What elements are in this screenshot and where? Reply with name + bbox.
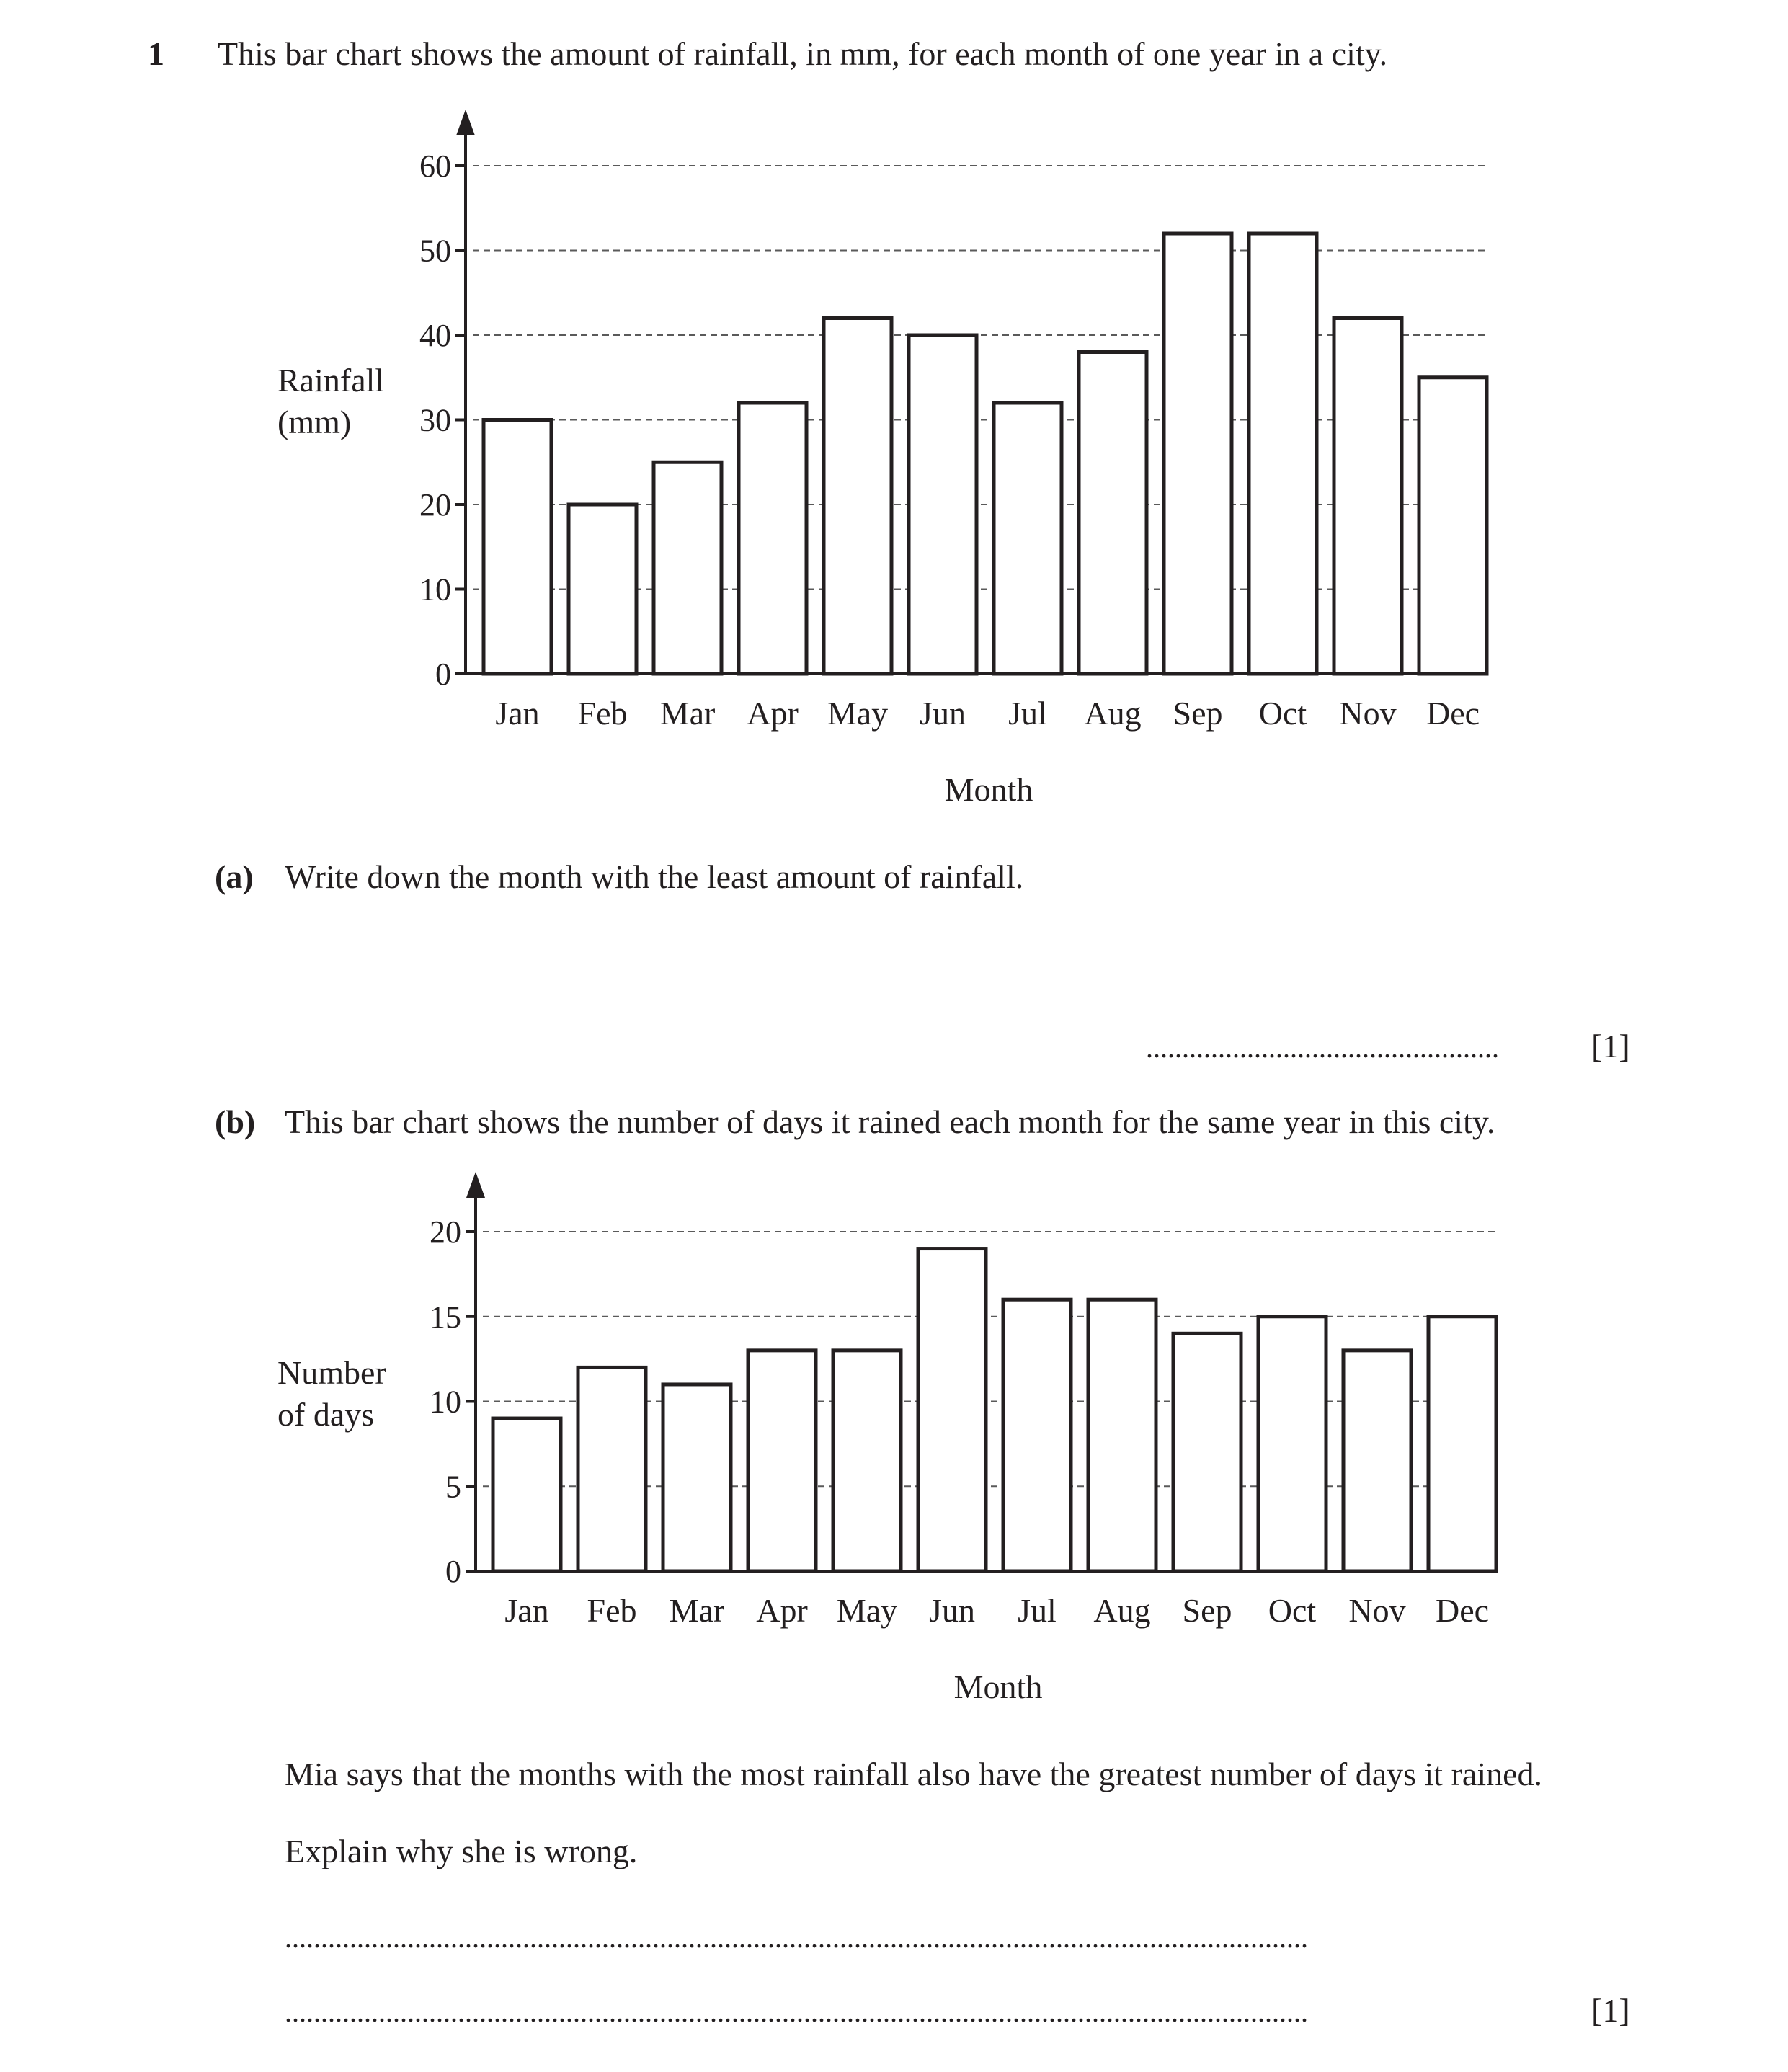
part-b-text: This bar chart shows the number of days it rained each month for the same year in this city.: [285, 1103, 1495, 1140]
part-a-answer-line[interactable]: .................................................: [1146, 1031, 1499, 1064]
x-tick-label: Jan: [504, 1592, 549, 1629]
x-tick-label: Oct: [1268, 1592, 1317, 1629]
x-tick-label: Feb: [577, 695, 628, 732]
part-b-label: (b): [215, 1103, 256, 1140]
part-b-answer-line-1[interactable]: ..............................................................................................................................................: [285, 1921, 1308, 1954]
x-tick-label: May: [836, 1592, 898, 1629]
x-tick-label: Dec: [1435, 1592, 1490, 1629]
part-b-marks: [1]: [1591, 1992, 1630, 2029]
bar-aug: [1079, 352, 1147, 675]
x-tick-label: Aug: [1093, 1592, 1151, 1629]
bar-feb: [569, 504, 636, 674]
part-b-answer-line-2[interactable]: ..............................................................................................................................................: [285, 1996, 1308, 2028]
bar-jun: [909, 335, 977, 674]
y-tick-label: 50: [419, 233, 451, 269]
rainfall-chart: [0, 94, 1788, 829]
bar-apr: [748, 1351, 816, 1571]
x-tick-label: Nov: [1348, 1592, 1406, 1629]
x-tick-label: Apr: [747, 695, 799, 732]
bar-jan: [493, 1418, 561, 1571]
x-tick-label: Apr: [756, 1592, 808, 1629]
y-tick-label: 40: [419, 318, 451, 353]
y-tick-label: 15: [430, 1299, 461, 1335]
x-tick-label: Feb: [587, 1592, 637, 1629]
y-axis-title: Rainfall: [277, 362, 385, 399]
bar-jul: [994, 403, 1062, 674]
x-tick-label: Aug: [1084, 695, 1142, 732]
bar-mar: [654, 462, 721, 674]
y-tick-label: 60: [419, 148, 451, 184]
y-tick-label: 10: [419, 572, 451, 608]
bar-dec: [1428, 1317, 1496, 1571]
x-tick-label: Jan: [495, 695, 540, 732]
mia-statement: Mia says that the months with the most rainfall also have the greatest number of days it rained.: [285, 1756, 1543, 1792]
y-tick-label: 5: [445, 1469, 461, 1505]
y-axis-title: (mm): [277, 404, 352, 440]
y-axis-arrow-icon: [456, 110, 475, 135]
part-a-label: (a): [215, 858, 254, 895]
x-tick-label: May: [827, 695, 889, 732]
bar-apr: [739, 403, 806, 674]
bar-oct: [1249, 234, 1317, 674]
y-axis-title: of days: [277, 1396, 375, 1433]
bar-sep: [1173, 1333, 1241, 1571]
y-tick-label: 0: [435, 657, 451, 692]
bar-oct: [1258, 1317, 1326, 1571]
bar-jun: [918, 1249, 986, 1571]
x-tick-label: Jun: [920, 695, 966, 732]
x-tick-label: Jul: [1008, 695, 1047, 732]
x-tick-label: Mar: [669, 1592, 725, 1629]
x-axis-title: Month: [953, 1668, 1043, 1705]
part-a-marks: [1]: [1591, 1028, 1630, 1064]
x-tick-label: Nov: [1339, 695, 1397, 732]
bar-may: [833, 1351, 901, 1571]
x-tick-label: Sep: [1182, 1592, 1232, 1629]
bar-feb: [578, 1367, 646, 1571]
bar-jul: [1003, 1299, 1071, 1571]
y-tick-label: 10: [430, 1384, 461, 1420]
rain-days-chart: [0, 1153, 1788, 1722]
bar-dec: [1419, 378, 1487, 674]
part-a-text: Write down the month with the least amount of rainfall.: [285, 858, 1024, 895]
bar-sep: [1164, 234, 1232, 674]
x-tick-label: Sep: [1173, 695, 1223, 732]
x-tick-label: Dec: [1425, 695, 1480, 732]
y-axis-title: Number: [277, 1354, 386, 1391]
question-number: 1: [148, 35, 164, 72]
x-tick-label: Oct: [1258, 695, 1307, 732]
x-tick-label: Jun: [929, 1592, 975, 1629]
y-tick-label: 20: [430, 1214, 461, 1250]
y-tick-label: 30: [419, 402, 451, 438]
bar-aug: [1088, 1299, 1156, 1571]
y-tick-label: 20: [419, 487, 451, 523]
y-tick-label: 0: [445, 1554, 461, 1589]
bar-nov: [1343, 1351, 1411, 1571]
y-axis-arrow-icon: [466, 1172, 485, 1198]
x-axis-title: Month: [944, 771, 1033, 808]
question-intro: This bar chart shows the amount of rainfall, in mm, for each month of one year in a city.: [218, 35, 1388, 72]
explain-instruction: Explain why she is wrong.: [285, 1833, 638, 1869]
x-tick-label: Mar: [659, 695, 716, 732]
bar-mar: [663, 1384, 731, 1571]
x-tick-label: Jul: [1018, 1592, 1057, 1629]
bar-may: [824, 319, 891, 675]
bar-nov: [1334, 319, 1402, 675]
bar-jan: [484, 420, 551, 675]
